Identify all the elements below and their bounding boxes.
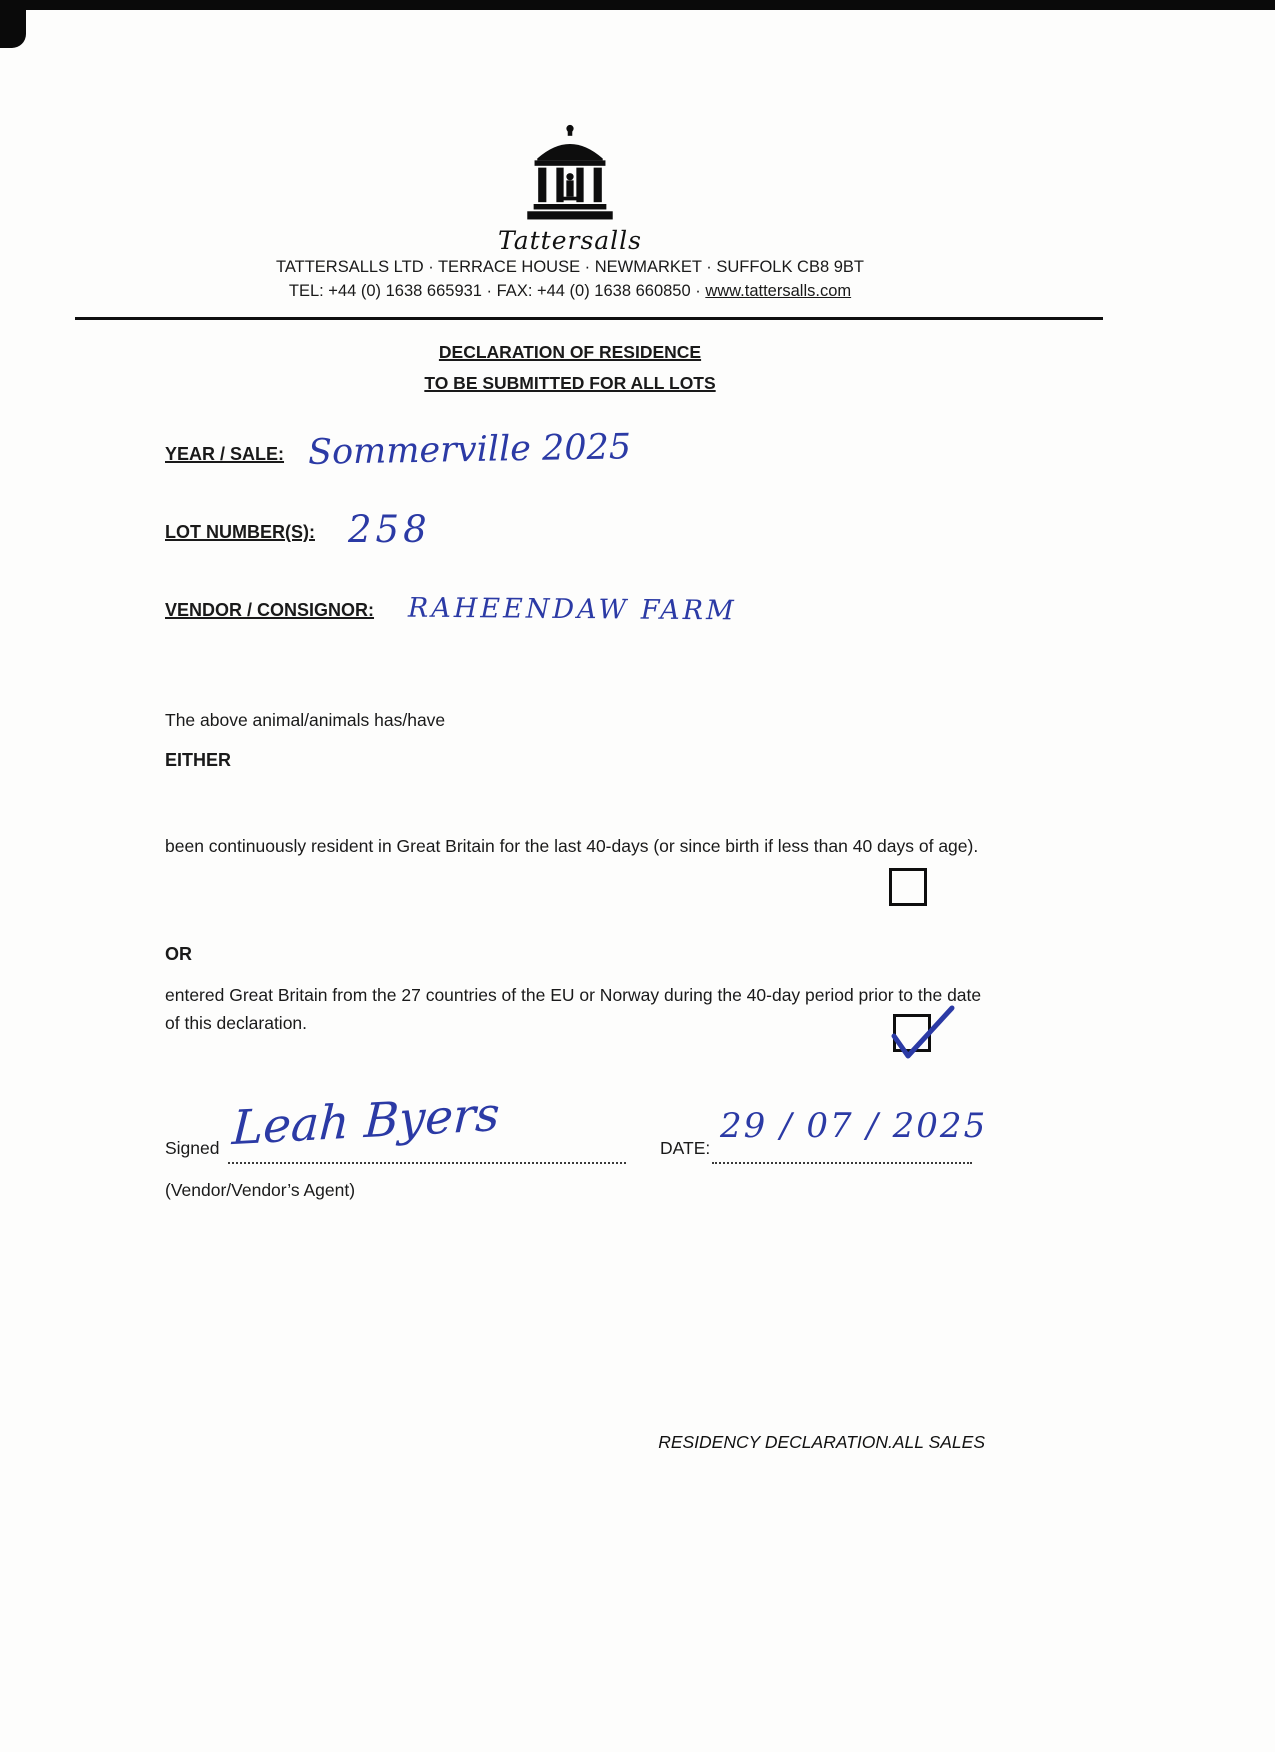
title-line-2: TO BE SUBMITTED FOR ALL LOTS [424, 372, 716, 393]
tattersalls-logo-icon [0, 124, 1140, 229]
intro-text: The above animal/animals has/have [165, 710, 446, 730]
lot-numbers-handwritten-value: 258 [348, 508, 431, 551]
year-sale-handwritten-value: Sommerville 2025 [307, 427, 632, 473]
date-label: DATE: [660, 1138, 711, 1158]
document-title [0, 338, 1140, 398]
field-vendor-consignor [165, 600, 374, 621]
option2-text: entered Great Britain from the 27 countries of the EU or Norway during the 40-day period prior to the date of this declaration. [165, 985, 982, 1033]
option2-checkbox [893, 1014, 931, 1052]
option1-text: been continuously resident in Great Britain for the last 40-days (or since birth if less than 40 days of age). [165, 836, 979, 856]
vendor-handwritten-value: RAHEENDAW FARM [407, 592, 737, 627]
header-divider [75, 317, 1103, 320]
option1-checkbox [889, 868, 927, 906]
or-label: OR [165, 944, 192, 964]
signed-label: Signed [165, 1138, 220, 1158]
year-sale-label: YEAR / SALE: [165, 444, 285, 464]
website-link: www.tattersalls.com [705, 282, 852, 300]
footer-document-reference: RESIDENCY DECLARATION.ALL SALES [658, 1432, 985, 1452]
scan-artifact-top-bar [0, 0, 1275, 10]
handwritten-date: 29 / 07 / 2025 [720, 1106, 988, 1146]
either-label: EITHER [165, 750, 232, 770]
company-contact-line [0, 282, 1140, 301]
lot-numbers-label: LOT NUMBER(S): [165, 522, 315, 542]
field-year-sale [165, 444, 284, 465]
brand-name: Tattersalls [497, 226, 643, 255]
handwritten-signature: Leah Byers [230, 1086, 502, 1157]
vendor-agent-note: (Vendor/Vendor’s Agent) [165, 1180, 356, 1200]
contact-text: TEL: +44 (0) 1638 665931 · FAX: +44 (0) 1638 660850 · [288, 282, 706, 300]
scan-artifact-corner [0, 0, 26, 48]
title-line-1: DECLARATION OF RESIDENCE [438, 342, 702, 362]
company-address: TATTERSALLS LTD · TERRACE HOUSE · NEWMARKET · SUFFOLK CB8 9BT [276, 258, 864, 276]
vendor-consignor-label: VENDOR / CONSIGNOR: [165, 600, 375, 620]
field-lot-numbers [165, 522, 315, 543]
